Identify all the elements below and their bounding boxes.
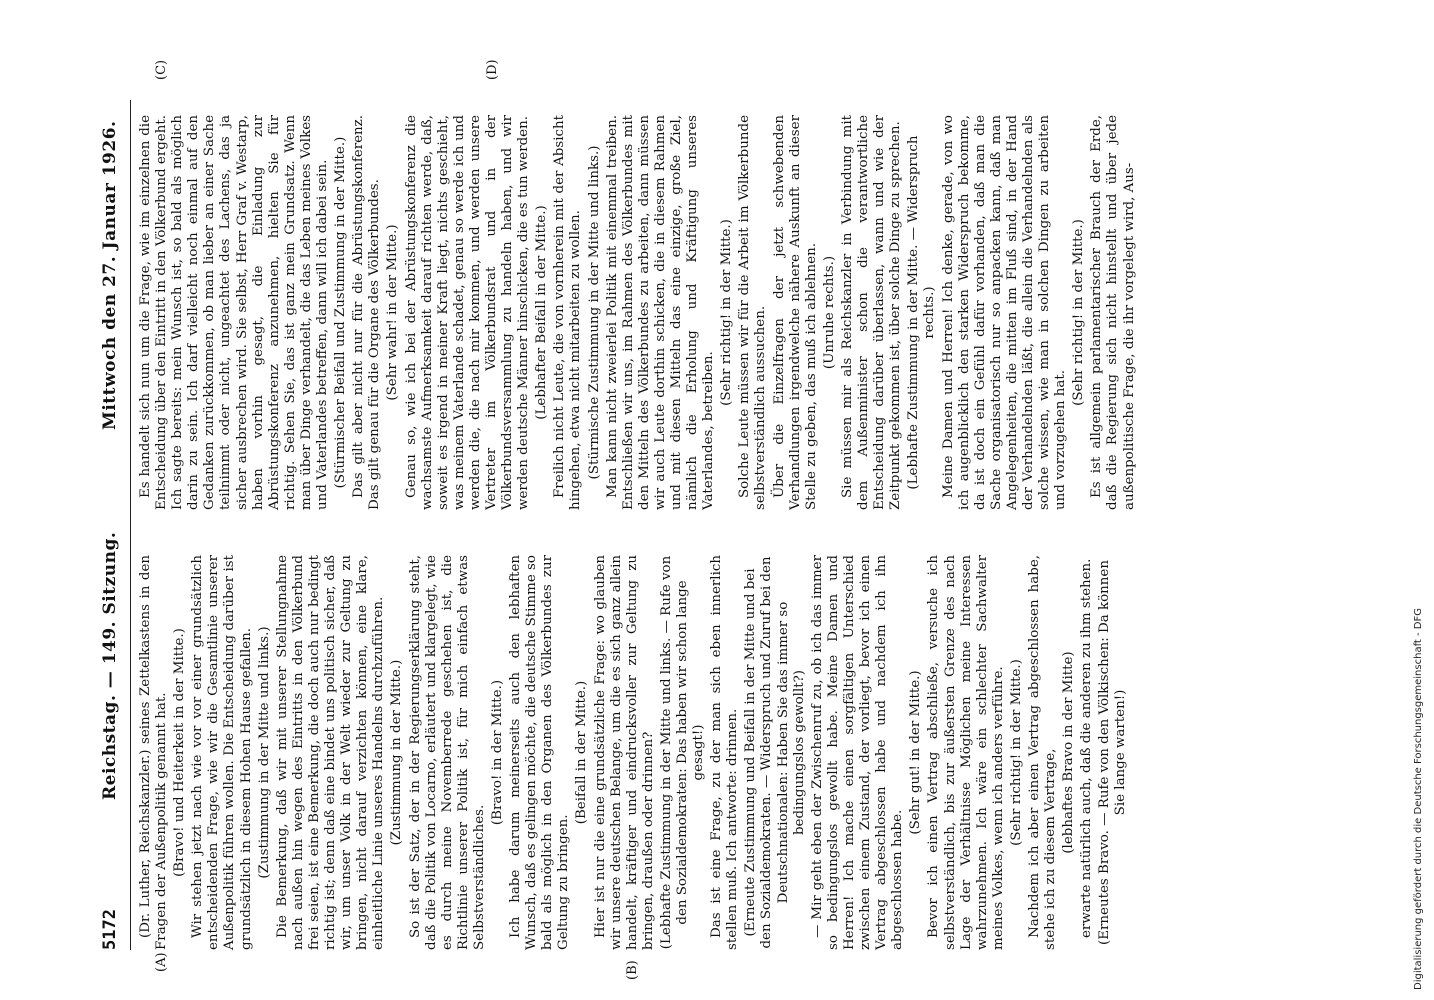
text-column-right (138, 115, 1140, 510)
speech-paragraph: Sie müssen mir als Reichskanzler in Verbindung mit dem Außenminister schon die verantwortliche Entscheidung darüber überlassen, wann und wie der Zeitpunkt gekommen ist, über solche Dinge zu sprechen. (839, 115, 904, 510)
reaction-line: (Lebhafte Zustimmung in der Mitte und links. — Rufe von den Sozialdemokraten: Das haben wir schon lange gesagt!) (658, 555, 707, 950)
speech-paragraph: Hier ist nur die eine grundsätzliche Frage: wo glauben wir unsere deutschen Belange, um die es sich ganz allein handelt, kräftiger und eindrucksvoller zur Geltung zu bringen, draußen oder drinnen? (592, 555, 656, 950)
speech-paragraph: erwarte natürlich auch, daß die anderen zu ihm stehen. (1079, 558, 1095, 938)
reaction-line: (Sehr wahr! in der Mitte.) (385, 224, 401, 401)
speech-paragraph: Meine Damen und Herren! Ich denke, gerade, von wo ich augenblicklich den starken Widerspruch bekomme, da ist doch ein Gefühl dafür vorhanden, daß man die Sache organisatorisch nur so anpacken kann, daß man Angelegenheiten, die mitten im Fluß sind, in der Hand der Verhandelnden läßt, die allein die Verhandelnden als solche wissen, wie man in solchen Dingen zu arbeiten und vorzugehen hat. (940, 115, 1069, 510)
reaction-line: (Erneutes Bravo. — Rufe von den Völkischen: Da können Sie lange warten!) (1097, 560, 1129, 945)
speech-paragraph: Es ist allgemein parlamentarischer Brauch der Erde, daß die Regierung sich nicht hinstellt und über jede außenpolitische Frage, die ihr vorgelegt wird, Aus- (1089, 115, 1137, 510)
reaction-line: (Lebhafter Beifall in der Mitte.) (534, 205, 550, 420)
reaction-line: (Bravo! in der Mitte.) (489, 679, 505, 826)
text-column-left (138, 555, 1132, 950)
reaction-line: (Beifall in der Mitte.) (574, 680, 590, 825)
speech-paragraph: (Dr. Luther, Reichskanzler.) seines Zettelkastens in den Fragen der Außenpolitik genannt hat. (138, 555, 170, 950)
speech-paragraph: Solche Leute müssen wir für die Arbeit im Völkerbunde selbstverständlich aussuchen. (737, 115, 769, 510)
reaction-line: (Bravo! und Heiterkeit in der Mitte.) (172, 628, 188, 877)
margin-mark-c: (C) (154, 59, 169, 80)
margin-mark-a: (A) (154, 952, 169, 972)
reaction-line: (Sehr richtig! in der Mitte.) (719, 219, 735, 406)
speech-paragraph: Nachdem ich aber einen Vertrag abgeschlossen habe, stehe ich zu diesem Vertrage, (1026, 555, 1059, 950)
reaction-line: (Zustimmung in der Mitte und links.) (256, 626, 272, 879)
reaction-line: (lebhaftes Bravo in der Mitte) (1061, 651, 1077, 854)
speech-paragraph: Freilich nicht Leute, die von vornherein mit der Absicht hingehen, etwa nicht mitarbeiten zu wollen. (552, 115, 584, 510)
speech-paragraph: Über die Einzelfragen der jetzt schwebenden Verhandlungen irgendwelche nähere Auskunft an dieser Stelle zu geben, das muß ich ablehnen. (771, 115, 819, 510)
reaction-line: (Erneute Zustimmung und Beifall in der Mitte und bei den Sozialdemokraten. — Widerspruch und Zuruf bei den Deutschnationalen: Haben Sie das immer so bedingungslos gewollt?) (743, 556, 807, 949)
reaction-line: (Sehr gut! in der Mitte.) (908, 670, 924, 835)
margin-mark-b: (B) (625, 960, 640, 980)
speech-paragraph: Die Bemerkung, daß wir mit unserer Stellungnahme nach außen hin wegen des Eintritts in den Völkerbund frei seien, ist eine Bemerkung, die doch auch nur bedingt richtig ist; denn daß eine bindet uns politisch sicher, daß wir, um unser Volk in der Welt wieder zur Geltung zu bringen, nicht darauf verzichten können, eine klare, einheitliche Linie unseres Handelns durchzuführen. (274, 555, 387, 950)
session-date: Mittwoch den 27. Januar 1926. (100, 120, 120, 430)
reaction-line: (Unruhe rechts.) (821, 255, 837, 370)
margin-mark-d: (D) (485, 59, 500, 80)
header-rule (130, 100, 131, 950)
speech-paragraph: Genau so, wie ich bei der Abrüstungskonferenz die wachsamste Aufmerksamkeit darauf richten werde, daß, soweit es irgend in meiner Kraft liegt, nichts geschieht, was meinem Vaterlande schadet, genau so werde ich und werden die, die nach mir kommen, und werden unsere Vertreter im Völkerbundsrat und in der Völkerbundsversammlung zu handeln haben, und wir werden deutsche Männer hinschicken, die es tun werden. (403, 115, 532, 510)
reaction-line: (Zustimmung in der Mitte.) (389, 659, 405, 846)
session-title: Reichstag. — 149. Sitzung. (100, 531, 120, 800)
reaction-line: (Sehr richtig! in der Mitte.) (1008, 659, 1024, 846)
speech-paragraph: Man kann nicht zweierlei Politik mit einemmal treiben. Entschließen wir uns, im Rahmen des Völkerbundes mit den Mitteln des Völkerbundes zu arbeiten, dann müssen wir auch Leute dorthin schicken, die in diesem Rahmen und mit diesen Mitteln das eine einzige, große Ziel, nämlich die Erholung und Kräftigung unseres Vaterlandes, betreiben. (604, 115, 717, 510)
speech-paragraph: Das gilt aber nicht nur für die Abrüstungskonferenz. Das gilt genau für die Organe des Völkerbundes. (351, 115, 383, 510)
speech-paragraph: Es handelt sich nun um die Frage, wie im einzelnen die Entscheidung über den Eintritt in den Völkerbund ergeht. Ich sagte bereits: mein Wunsch ist, so bald als möglich darin zu sein. Ich darf vielleicht noch einmal auf den Gedanken zurückkommen, ob man lieber an einer Sache teilnimmt oder nicht, ungeachtet des Lachens, das ja sicher ausbrechen wird. Sie selbst, Herr Graf v. Westarp, haben vorhin gesagt, die Einladung zur Abrüstungskonferenz anzunehmen, hielten Sie für richtig. Sehen Sie, das ist ganz mein Grundsatz. Wenn man über Dinge verhandelt, die das Leben meines Volkes und Vaterlandes betreffen, dann will ich dabei sein. (138, 115, 331, 510)
speech-paragraph: So ist der Satz, der in der Regierungserklärung steht, daß die Politik von Locarno, erläutert und klargelegt, wie es durch meine Novemberrede geschehen ist, die Richtlinie unserer Politik ist, für mich einfach etwas Selbstverständliches. (407, 555, 487, 950)
document-page (100, 59, 1400, 980)
reaction-line: (Stürmischer Beifall und Zustimmung in der Mitte.) (333, 136, 349, 489)
page-number: 5172 (100, 909, 120, 950)
reaction-line: (Lebhafte Zustimmung in der Mitte. — Widerspruch rechts.) (906, 135, 938, 490)
speech-paragraph: Wir stehen jetzt nach wie vor vor einer grundsätzlich entscheidenden Frage, wie wir die Gesamtlinie unserer Außenpolitik führen wollen. Die Entscheidung darüber ist grundsätzlich in diesem Hohen Hause gefallen. (190, 555, 254, 950)
reaction-line: (Stürmische Zustimmung in der Mitte und links.) (586, 145, 602, 480)
speech-paragraph: Ich habe darum meinerseits auch den lebhaften Wunsch, daß es gelingen möchte, die deutsche Stimme so bald als möglich in den Organen des Völkerbundes zur Geltung zu bringen. (508, 555, 572, 950)
side-label (1407, 10, 1431, 990)
dfg-credit-text: Digitalisierung gefördert durch die Deutsche Forschungsgemeinschaft - DFG (1413, 607, 1424, 990)
page-header (100, 100, 130, 950)
reaction-line: (Sehr richtig! in der Mitte.) (1071, 219, 1087, 406)
speech-paragraph: — Mir geht eben der Zwischenruf zu, ob ich das immer so bedingungslos gewollt habe. Meine Damen und Herren! Ich mache einen sorgfältigen Unterschied zwischen einem Zustand, der vorliegt, bevor ich einen Vertrag abgeschlossen habe und nachdem ich ihn abgeschlossen habe. (809, 555, 906, 950)
speech-paragraph: Bevor ich einen Vertrag abschließe, versuche ich selbstverständlich, bis zur äußersten Grenze des nach Lage der Verhältnisse Möglichen meine Interessen wahrzunehmen. Ich wäre ein schlechter Sachwalter meines Volkes, wenn ich anders verführe. (926, 555, 1006, 950)
speech-paragraph: Das ist eine Frage, zu der man sich eben innerlich stellen muß. Ich antworte: drinnen. (709, 555, 741, 950)
